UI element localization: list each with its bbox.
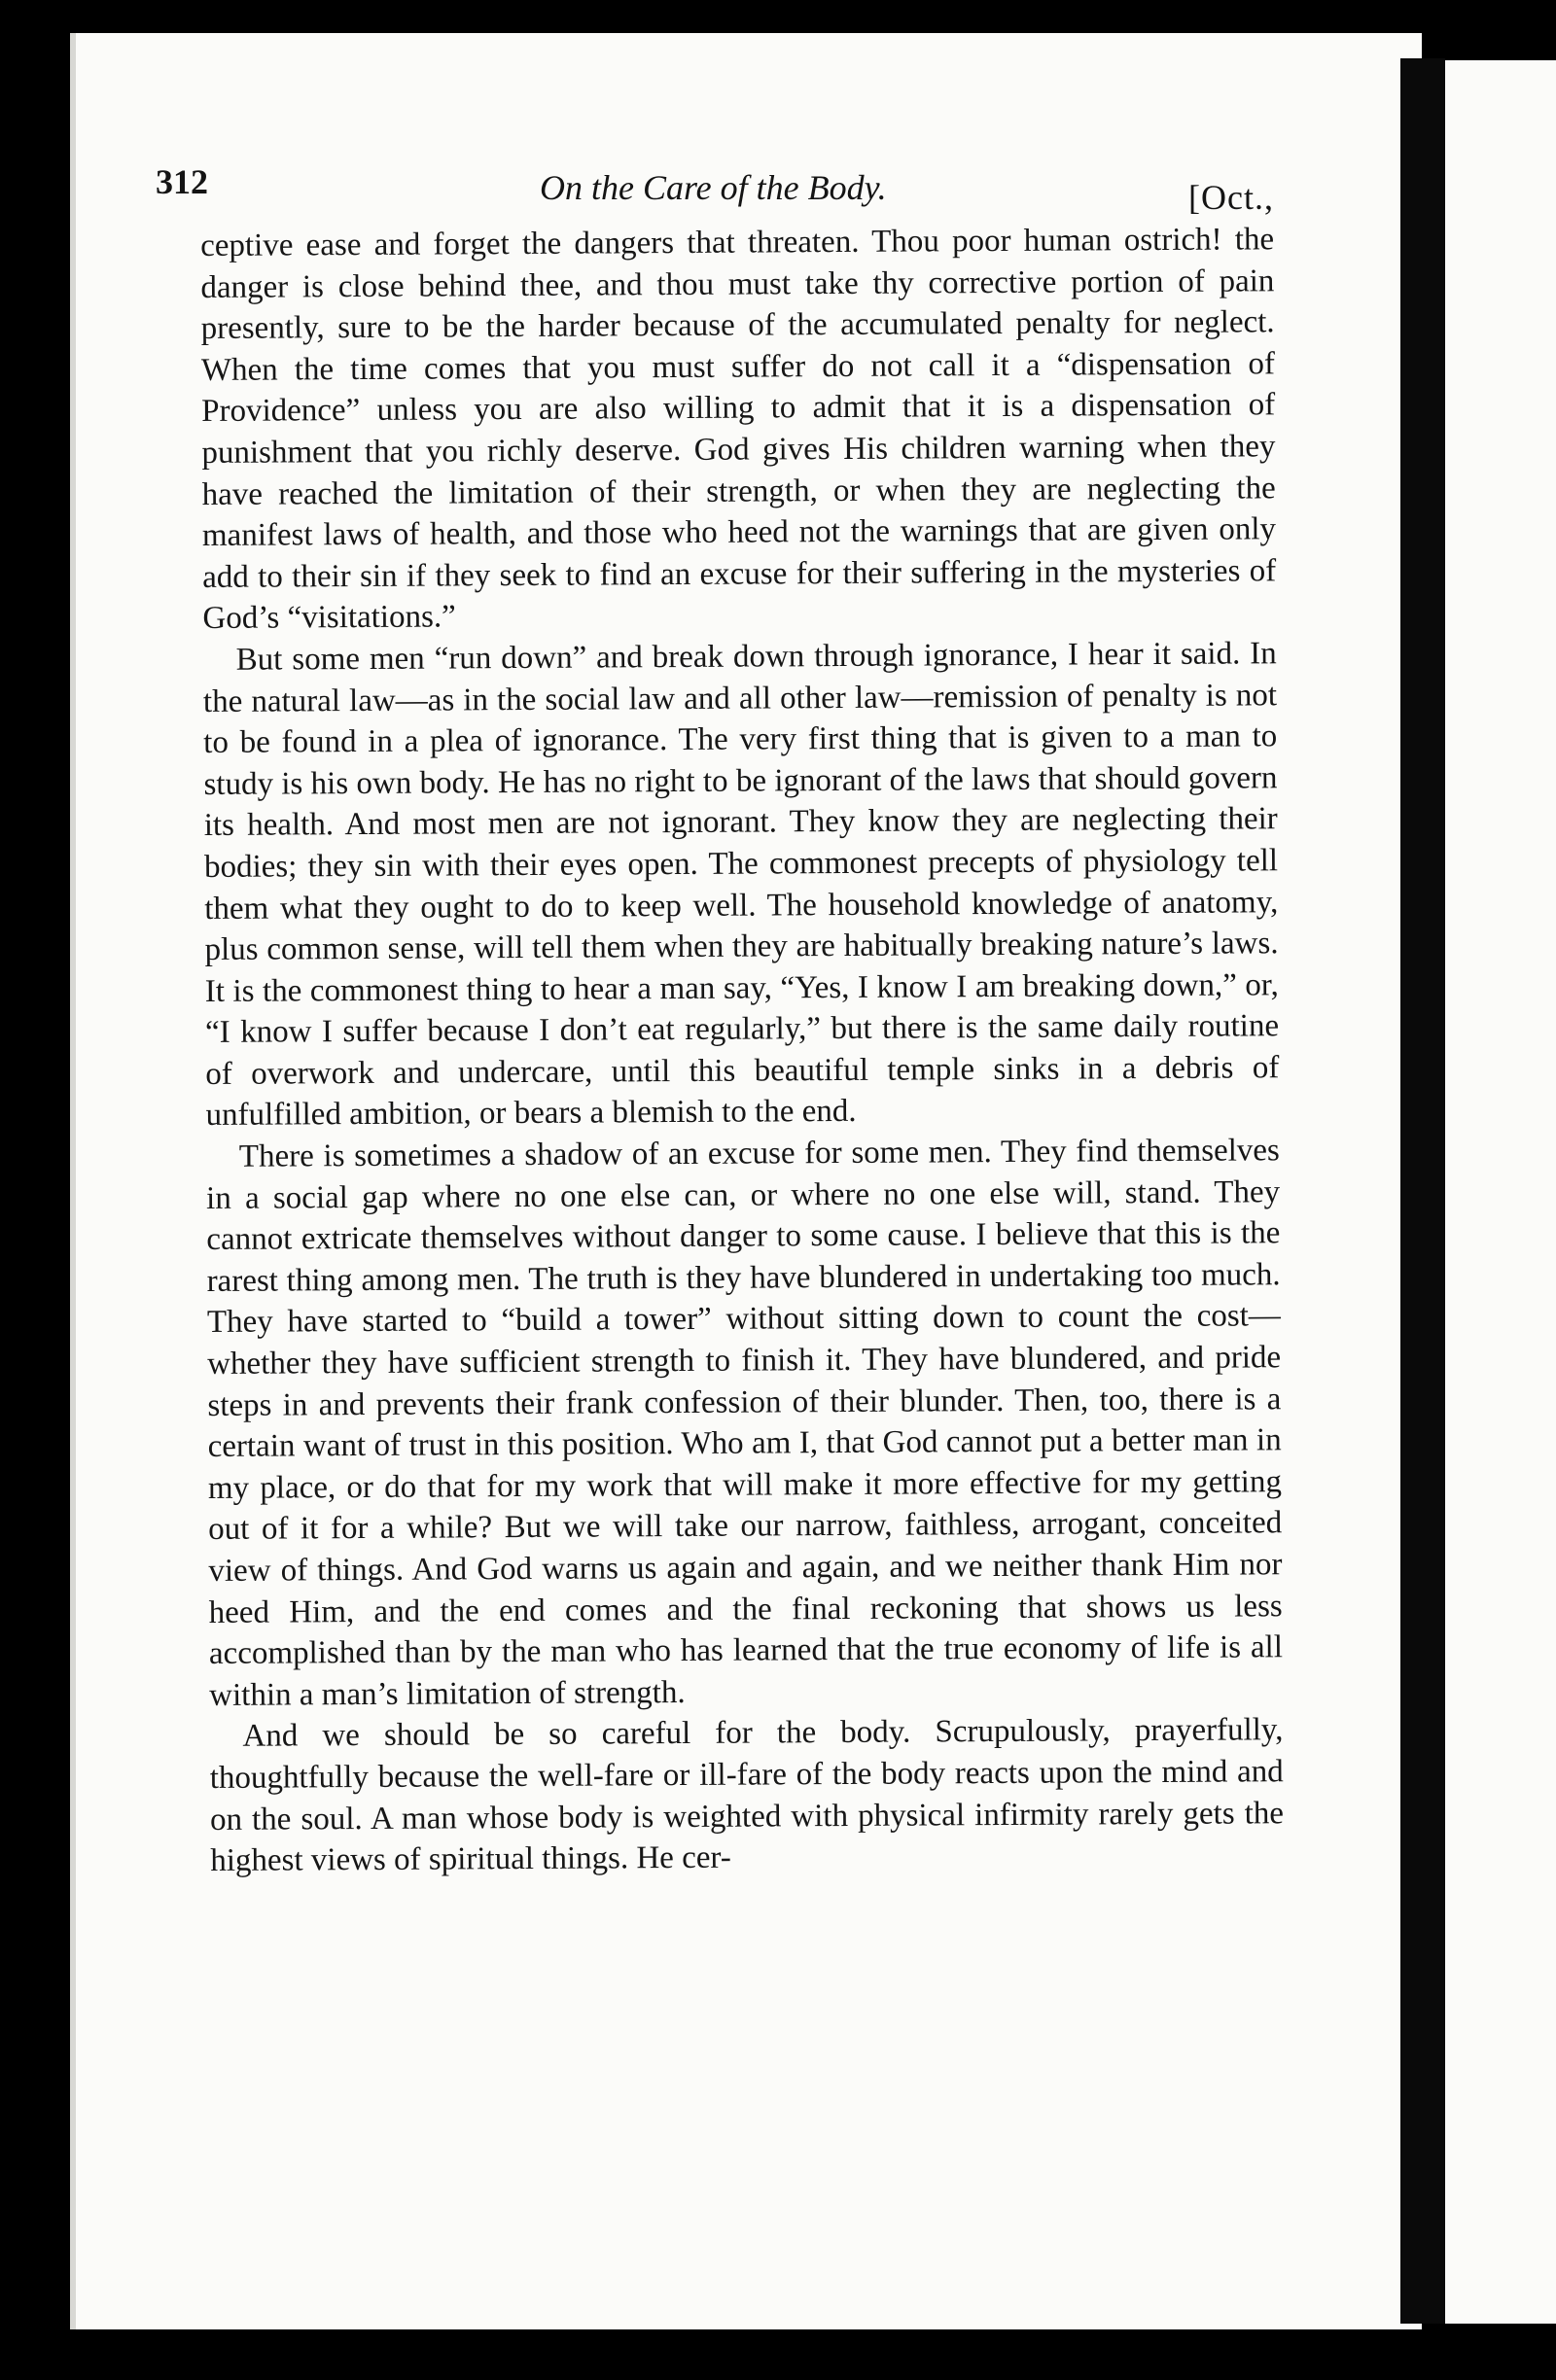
page-header — [156, 122, 1274, 217]
article-body — [200, 219, 1284, 1881]
paragraph: And we should be so careful for the body. Scrupulously, prayerfully, thoughtfully because the well-fare or ill-fare of the body reacts upon the mind and on the soul. A man whose body is weighted with physical infirmity rarely gets the highest views of spiritual things. He cer- — [209, 1712, 1285, 1879]
running-title: On the Care of the Body. — [540, 168, 887, 207]
paragraph: But some men “run down” and break down through ignorance, I hear it said. In the natural law—as in the social law and all other law—remission of penalty is not to be found in a plea of ignorance. The very first thing that is given to a man to study is his own body. He has no right to be ignorant of the laws that should govern its health. And most men are not ignorant. They know they are neglecting their bodies; they sin with their eyes open. The commonest precepts of physiology tell them what they ought to do to keep well. The household knowledge of anatomy, plus common sense, will tell them when they are habitually breaking nature’s laws. It is the commonest thing to hear a man say, “Yes, I know I am breaking down,” or, “I know I suffer because I don’t eat regularly,” but there is the same daily routine of overwork and undercare, until this beautiful temple sinks in a debris of unfulfilled ambition, or bears a blemish to the end. — [202, 636, 1280, 1134]
page-gutter — [1400, 58, 1445, 2324]
paragraph: There is sometimes a shadow of an excuse for some men. They find themselves in a social gap where no one else can, or where no one else will, stand. They cannot extricate themselves without danger to some cause. I believe that this is the rarest thing among men. The truth is they have blundered in undertaking too much. They have started to “build a tower” without sitting down to count the cost—whether they have sufficient strength to finish it. They have blundered, and pride steps in and prevents their frank confession of their blunder. Then, too, there is a certain want of trust in this position. Who am I, that God cannot put a better man in my place, or do that for my work that will make it more effective for my getting out of it for a while? But we will take our narrow, faithless, arrogant, conceited view of things. And God warns us again and again, and we neither thank Him nor heed Him, and the end comes and the final reckoning that shows us less accomplished than by the man who has learned that the true economy of life is all within a man’s limitation of strength. — [206, 1133, 1284, 1713]
page-number: 312 — [156, 162, 208, 201]
paragraph: ceptive ease and forget the dangers that threaten. Thou poor human ostrich! the danger is close behind thee, and thou must take thy corrective portion of pain presently, sure to be the harder because of the accumulated penalty for neglect. When the time comes that you must suffer do not call it a “dispensation of Providence” unless you are also willing to admit that it is a dispensation of punishment that you richly deserve. God gives His children warning when they have reached the limitation of their strength, or when they are neglecting the manifest laws of health, and those who heed not the warnings that are given only add to their sin if they seek to find an excuse for their suffering in the mysteries of God’s “visitations.” — [200, 222, 1277, 637]
issue-month: [Oct., — [1188, 178, 1274, 217]
adjacent-page-edge — [1445, 60, 1556, 2324]
